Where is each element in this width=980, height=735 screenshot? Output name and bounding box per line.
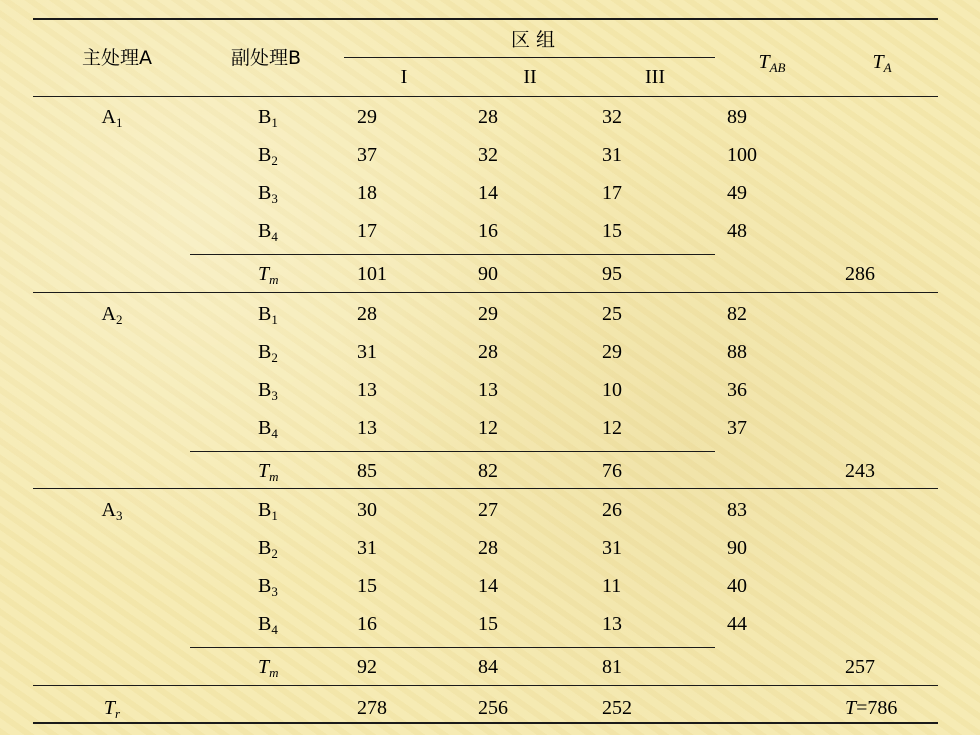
header-main-treatment: 主处理A <box>82 47 152 69</box>
block-value-cell: 25 <box>602 303 622 325</box>
sub-treatment-label <box>258 302 278 326</box>
sub-treatment-label <box>258 105 278 129</box>
tm-value-cell: 82 <box>478 460 498 482</box>
block-value-cell: 16 <box>357 613 377 635</box>
sub-treatment-label-subscript: 1 <box>271 115 278 130</box>
main-treatment-label-subscript: 3 <box>115 508 123 523</box>
sub-treatment-label-base: B <box>258 106 272 128</box>
tm-label <box>258 459 279 483</box>
main-treatment-label-subscript: 2 <box>115 312 123 327</box>
block-value-cell: 28 <box>478 341 498 363</box>
sub-treatment-label-base: B <box>258 220 272 242</box>
block-value-cell: 32 <box>478 144 498 166</box>
block-value-cell: 28 <box>478 537 498 559</box>
block-value-cell: 28 <box>357 303 377 325</box>
header-bottom-rule <box>33 96 938 97</box>
tm-value-cell: 90 <box>478 263 498 285</box>
sub-treatment-label-subscript: 4 <box>271 229 278 244</box>
sub-treatment-label <box>258 612 278 636</box>
header-block-underline <box>344 57 715 58</box>
tr-label-base: T <box>103 697 116 719</box>
block-value-cell: 27 <box>478 499 498 521</box>
sub-treatment-label-subscript: 1 <box>271 312 278 327</box>
sub-treatment-label-subscript: 2 <box>271 153 278 168</box>
sub-treatment-label <box>258 498 278 522</box>
tm-separator-rule <box>190 647 715 648</box>
header-sub-treatment: 副处理B <box>230 47 302 69</box>
tm-value-cell: 92 <box>357 656 377 678</box>
grand-total <box>845 696 897 720</box>
block-value-cell: 29 <box>602 341 622 363</box>
block-value-cell: 17 <box>357 220 377 242</box>
sub-treatment-label-base: B <box>258 379 272 401</box>
tm-value-cell: 76 <box>602 460 622 482</box>
sub-treatment-label-subscript: 2 <box>271 546 278 561</box>
t-a-value-cell: 257 <box>845 656 875 678</box>
block-value-cell: 12 <box>478 417 498 439</box>
tm-separator-rule <box>190 254 715 255</box>
tr-label-subscript: r <box>115 706 121 721</box>
sub-treatment-label <box>258 219 278 243</box>
main-treatment-label-base: A <box>101 303 116 325</box>
tr-value-cell: 256 <box>478 697 508 719</box>
tm-label-base: T <box>258 263 270 285</box>
sub-treatment-label <box>258 378 278 402</box>
block-value-cell: 28 <box>478 106 498 128</box>
block-value-cell: 13 <box>602 613 622 635</box>
block-value-cell: 29 <box>478 303 498 325</box>
block-value-cell: 11 <box>602 575 622 597</box>
tm-value-cell: 85 <box>357 460 377 482</box>
sub-treatment-label-subscript: 2 <box>271 350 278 365</box>
table-bottom-rule <box>33 722 938 724</box>
t-ab-value-cell: 82 <box>727 303 747 325</box>
block-value-cell: 12 <box>602 417 622 439</box>
tm-value-cell: 81 <box>602 656 622 678</box>
main-treatment-label-base: A <box>101 499 116 521</box>
t-ab-value-cell: 44 <box>727 613 747 635</box>
header-t-a <box>872 50 891 74</box>
main-treatment-label-subscript: 1 <box>115 115 123 130</box>
sub-treatment-label <box>258 143 278 167</box>
block-value-cell: 16 <box>478 220 498 242</box>
block-value-cell: 10 <box>602 379 622 401</box>
t-ab-value-cell: 48 <box>727 220 747 242</box>
block-value-cell: 15 <box>478 613 498 635</box>
header-block-group: 区 组 <box>510 29 556 51</box>
header-block-2: II <box>523 66 537 88</box>
sub-treatment-label-base: B <box>258 341 272 363</box>
block-value-cell: 13 <box>357 379 377 401</box>
block-value-cell: 14 <box>478 182 498 204</box>
grand-total-value: =786 <box>856 697 898 719</box>
tm-label-base: T <box>258 656 270 678</box>
tm-label-subscript: m <box>269 665 279 680</box>
sub-treatment-label-subscript: 3 <box>271 584 278 599</box>
sub-treatment-label-base: B <box>258 144 272 166</box>
t-ab-value-cell: 90 <box>727 537 747 559</box>
header-t-ab-subscript: AB <box>769 60 786 75</box>
sub-treatment-label-base: B <box>258 303 272 325</box>
sub-treatment-label-subscript: 4 <box>271 426 278 441</box>
block-value-cell: 31 <box>602 537 622 559</box>
tm-label <box>258 262 279 286</box>
tr-value-cell: 252 <box>602 697 632 719</box>
block-value-cell: 13 <box>478 379 498 401</box>
sub-treatment-label-subscript: 4 <box>271 622 278 637</box>
sub-treatment-label <box>258 181 278 205</box>
block-value-cell: 15 <box>357 575 377 597</box>
block-value-cell: 26 <box>602 499 622 521</box>
main-treatment-label-base: A <box>101 106 116 128</box>
tm-value-cell: 101 <box>357 263 387 285</box>
main-treatment-label <box>102 105 123 129</box>
sub-treatment-label-subscript: 1 <box>271 508 278 523</box>
sub-treatment-label-base: B <box>258 182 272 204</box>
block-value-cell: 32 <box>602 106 622 128</box>
t-a-value-cell: 243 <box>845 460 875 482</box>
grand-total-symbol: T <box>845 697 857 719</box>
main-treatment-label <box>102 302 123 326</box>
t-ab-value-cell: 49 <box>727 182 747 204</box>
block-value-cell: 31 <box>602 144 622 166</box>
block-value-cell: 31 <box>357 341 377 363</box>
tm-label <box>258 655 279 679</box>
block-value-cell: 30 <box>357 499 377 521</box>
header-block-3: III <box>645 66 665 88</box>
block-value-cell: 31 <box>357 537 377 559</box>
t-a-value-cell: 286 <box>845 263 875 285</box>
tm-label-subscript: m <box>269 272 279 287</box>
sub-treatment-label <box>258 340 278 364</box>
sub-treatment-label-base: B <box>258 499 272 521</box>
header-t-a-base: T <box>872 51 884 73</box>
t-ab-value-cell: 88 <box>727 341 747 363</box>
sub-treatment-label-subscript: 3 <box>271 388 278 403</box>
block-value-cell: 15 <box>602 220 622 242</box>
sub-treatment-label <box>258 574 278 598</box>
block-value-cell: 29 <box>357 106 377 128</box>
sub-treatment-label-subscript: 3 <box>271 191 278 206</box>
tr-value-cell: 278 <box>357 697 387 719</box>
group-separator-rule <box>33 685 938 686</box>
tm-label-subscript: m <box>269 469 279 484</box>
block-value-cell: 18 <box>357 182 377 204</box>
tm-label-base: T <box>258 460 270 482</box>
header-t-a-subscript: A <box>883 60 892 75</box>
t-ab-value-cell: 36 <box>727 379 747 401</box>
t-ab-value-cell: 37 <box>727 417 747 439</box>
tm-value-cell: 95 <box>602 263 622 285</box>
block-value-cell: 17 <box>602 182 622 204</box>
t-ab-value-cell: 89 <box>727 106 747 128</box>
t-ab-value-cell: 83 <box>727 499 747 521</box>
t-ab-value-cell: 100 <box>727 144 757 166</box>
header-block-1: I <box>400 66 408 88</box>
sub-treatment-label-base: B <box>258 575 272 597</box>
main-treatment-label <box>102 498 123 522</box>
header-t-ab-base: T <box>758 51 770 73</box>
sub-treatment-label <box>258 416 278 440</box>
sub-treatment-label-base: B <box>258 417 272 439</box>
t-ab-value-cell: 40 <box>727 575 747 597</box>
sub-treatment-label-base: B <box>258 613 272 635</box>
group-separator-rule <box>33 292 938 293</box>
block-value-cell: 14 <box>478 575 498 597</box>
block-value-cell: 13 <box>357 417 377 439</box>
sub-treatment-label <box>258 536 278 560</box>
group-separator-rule <box>33 488 938 489</box>
tm-value-cell: 84 <box>478 656 498 678</box>
tr-label <box>104 696 120 720</box>
header-t-ab <box>758 50 785 74</box>
tm-separator-rule <box>190 451 715 452</box>
block-value-cell: 37 <box>357 144 377 166</box>
sub-treatment-label-base: B <box>258 537 272 559</box>
table-top-rule <box>33 18 938 20</box>
